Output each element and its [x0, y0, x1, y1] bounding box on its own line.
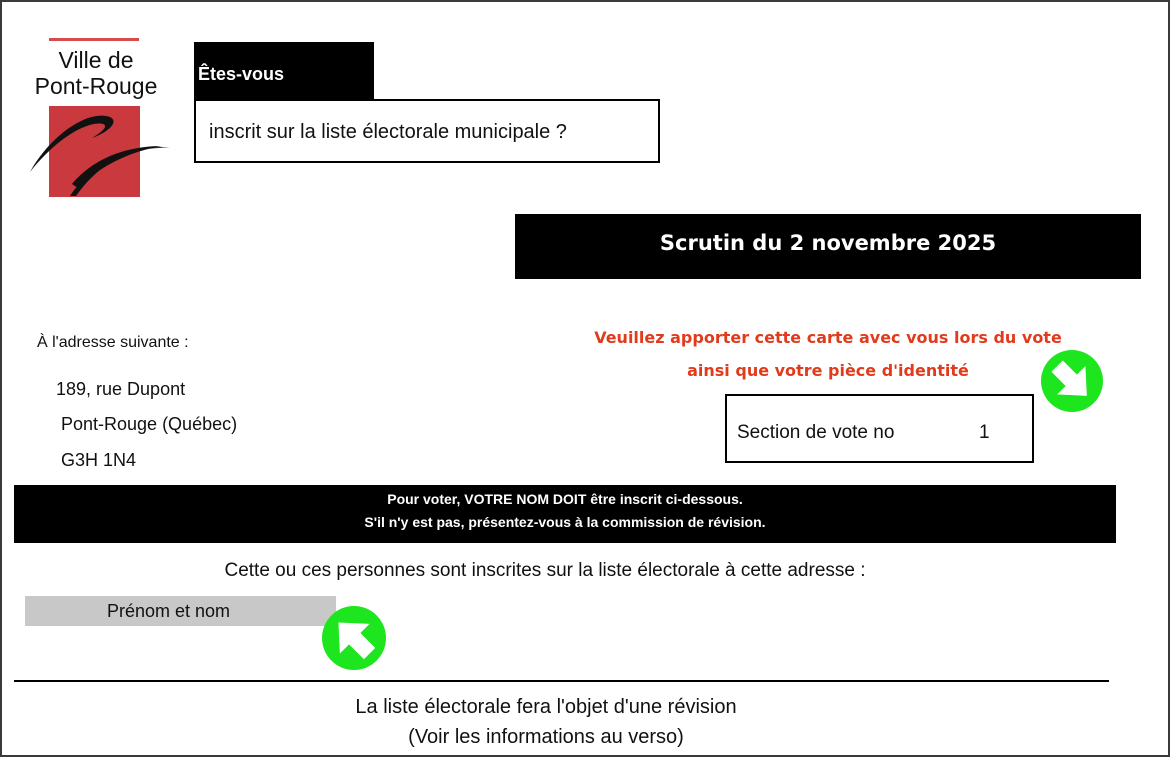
address-street: 189, rue Dupont — [56, 379, 186, 399]
revision-line1: La liste électorale fera l'objet d'une révision — [355, 696, 737, 718]
instruction-line1: Pour voter, VOTRE NOM DOIT être inscrit ci-dessous. — [387, 491, 743, 507]
instruction-line2: S'il n'y est pas, présentez-vous à la commission de révision. — [364, 514, 766, 530]
notice-line1: Veuillez apporter cette carte avec vous lors du vote — [594, 328, 1062, 347]
address-postal: G3H 1N4 — [61, 450, 137, 470]
green-arrow-up-left-icon — [321, 605, 387, 671]
voting-instruction-bar — [14, 485, 1116, 543]
registered-persons-heading: Cette ou ces personnes sont inscrites sur la liste électorale à cette adresse : — [224, 560, 866, 581]
green-arrow-down-left-icon — [1040, 349, 1104, 413]
divider — [14, 680, 1109, 682]
election-banner: Scrutin du 2 novembre 2025 — [515, 214, 1141, 279]
address-label: À l'adresse suivante : — [37, 334, 189, 351]
logo-rule — [49, 38, 139, 41]
question-box: inscrit sur la liste électorale municipale ? — [194, 99, 660, 163]
voting-section-box — [725, 394, 1034, 463]
section-number: 1 — [979, 422, 990, 443]
logo-text-line2: Pont-Rouge — [34, 73, 158, 99]
section-label: Section de vote no — [737, 422, 895, 443]
notice-line2: ainsi que votre pièce d'identité — [687, 361, 969, 380]
revision-line2: (Voir les informations au verso) — [408, 726, 684, 748]
logo-emblem — [28, 104, 176, 204]
question-tab: Êtes-vous — [194, 42, 374, 100]
logo-text-line1: Ville de — [58, 47, 134, 73]
name-column-header: Prénom et nom — [25, 596, 336, 626]
logo — [28, 36, 176, 206]
bring-card-notice — [560, 321, 1096, 387]
address-city: Pont-Rouge (Québec) — [61, 414, 238, 434]
